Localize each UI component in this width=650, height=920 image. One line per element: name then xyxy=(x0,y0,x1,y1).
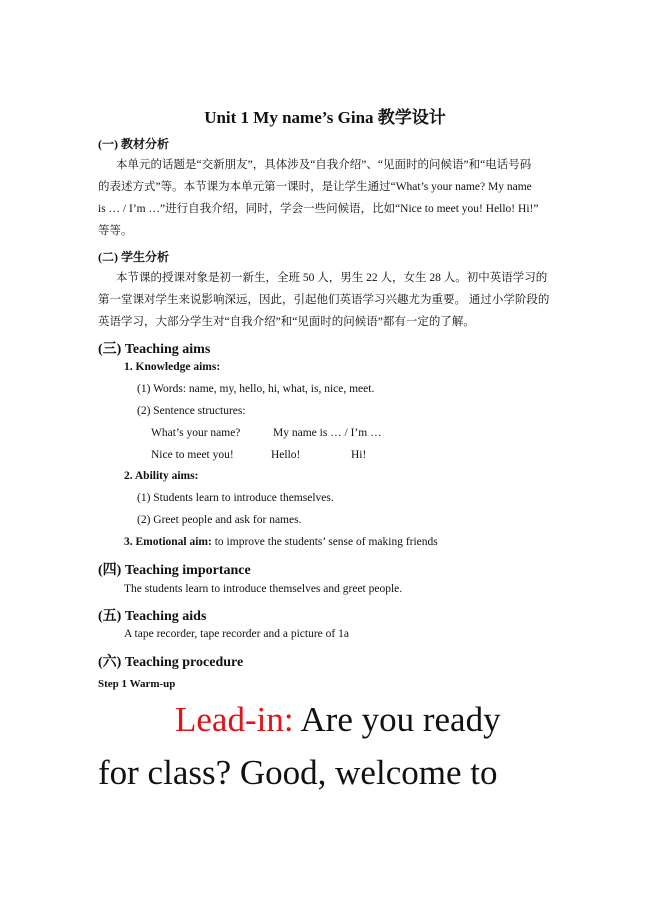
emotional-aim-label: 3. Emotional aim: xyxy=(124,536,212,548)
section-heading-procedure: (六) Teaching procedure xyxy=(98,655,244,670)
structure-item: My name is … / I’m … xyxy=(273,427,382,439)
ability-item: (1) Students learn to introduce themselves. xyxy=(137,492,334,504)
lead-in-line xyxy=(175,695,501,745)
structures-label: (2) Sentence structures: xyxy=(137,405,246,417)
document-title: Unit 1 My name’s Gina 教学设计 xyxy=(204,108,446,127)
emotional-aim-line xyxy=(124,536,438,548)
ability-aims-label: 2. Ability aims: xyxy=(124,470,199,482)
structure-item: Hi! xyxy=(351,449,367,461)
ability-item: (2) Greet people and ask for names. xyxy=(137,514,302,526)
emotional-aim-text: to improve the students’ sense of making friends xyxy=(211,536,438,548)
step-heading: Step 1 Warm-up xyxy=(98,678,176,690)
aids-text: A tape recorder, tape recorder and a picture of 1a xyxy=(124,628,349,640)
importance-text: The students learn to introduce themselves and greet people. xyxy=(124,583,403,595)
paragraph-line: is … / I’m …”进行自我介绍，同时，学会一些问候语，比如“Nice to meet you! Hello! Hi!” xyxy=(98,203,539,215)
lead-in-text: Are you ready xyxy=(293,700,501,739)
structure-item: Hello! xyxy=(271,449,301,461)
structure-item: What’s your name? xyxy=(151,427,241,439)
knowledge-aims-label: 1. Knowledge aims: xyxy=(124,361,221,373)
section-heading-students: (二) 学生分析 xyxy=(98,250,169,264)
paragraph-line: 英语学习，大部分学生对“自我介绍”和“见面时的问候语”都有一定的了解。 xyxy=(98,316,475,328)
lead-in-label: Lead-in: xyxy=(175,700,294,739)
section-heading-aims: (三) Teaching aims xyxy=(98,342,211,357)
paragraph-line: 本单元的话题是“交新朋友”，具体涉及“自我介绍”、“见面时的问候语”和“电话号码 xyxy=(116,159,532,171)
section-heading-aids: (五) Teaching aids xyxy=(98,609,207,624)
structure-item: Nice to meet you! xyxy=(151,449,234,461)
section-heading-importance: (四) Teaching importance xyxy=(98,563,251,578)
words-line: (1) Words: name, my, hello, hi, what, is, nice, meet. xyxy=(137,383,375,395)
paragraph-line: 第一堂课对学生来说影响深远，因此，引起他们英语学习兴趣尤为重要。 通过小学阶段的 xyxy=(98,294,550,306)
section-heading-materials: (一) 教材分析 xyxy=(98,137,169,151)
paragraph-line: 等等。 xyxy=(98,225,133,237)
lead-in-line-2: for class? Good, welcome to xyxy=(98,753,498,792)
paragraph-line: 的表述方式”等。本节课为本单元第一课时，是让学生通过“What’s your name? My name xyxy=(98,181,532,193)
paragraph-line: 本节课的授课对象是初一新生，全班 50 人，男生 22 人，女生 28 人。初中英语学习的 xyxy=(116,272,548,284)
